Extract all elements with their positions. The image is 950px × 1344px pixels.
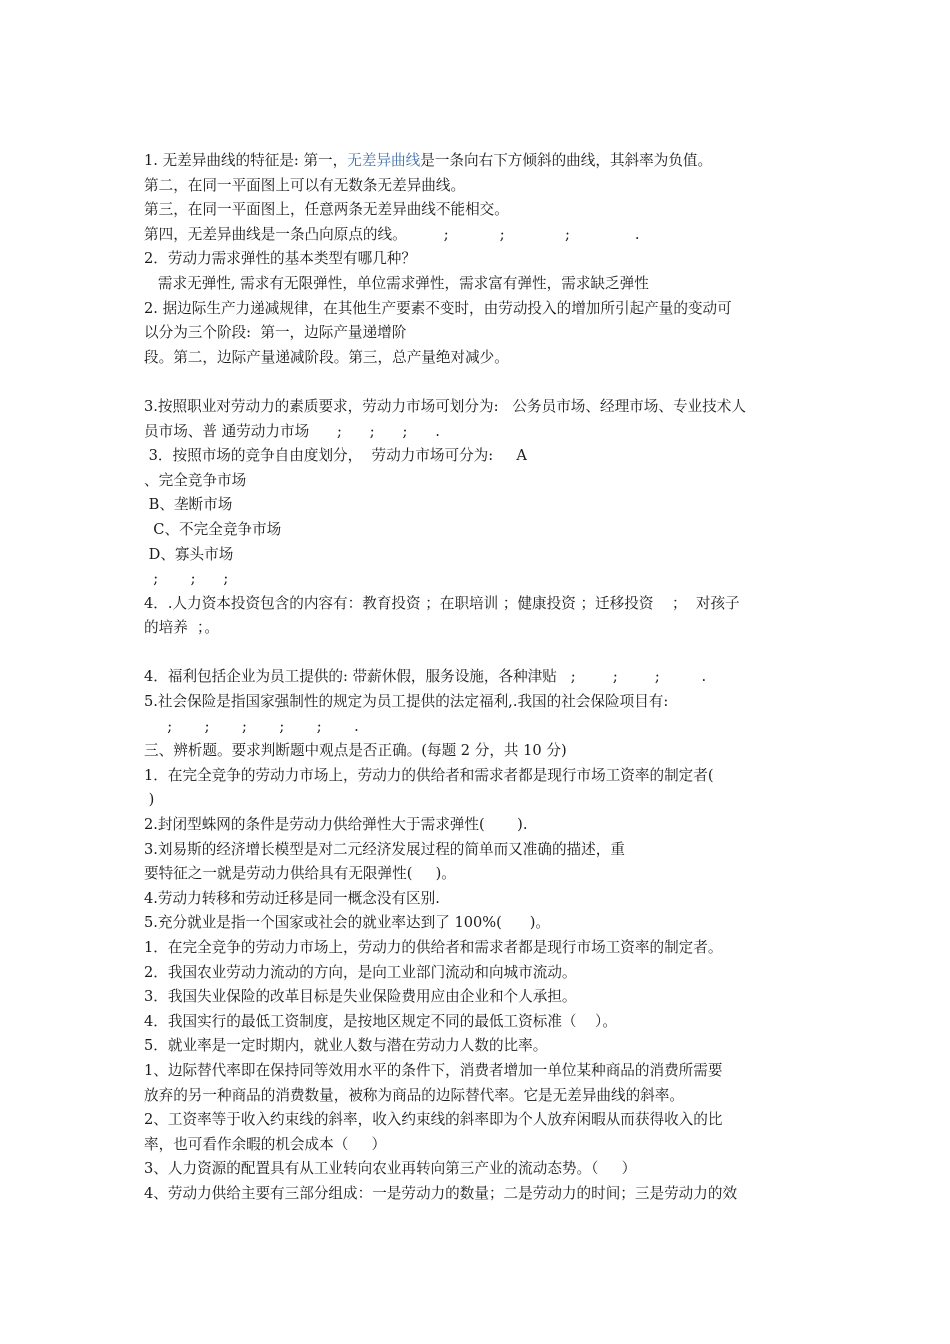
text-line bbox=[144, 223, 812, 248]
line-text: 第二，在同一平面图上可以有无数条无差异曲线。 bbox=[144, 176, 466, 194]
text-line bbox=[144, 149, 812, 174]
text-line bbox=[144, 813, 812, 838]
blank-line bbox=[144, 370, 812, 395]
text-line bbox=[144, 838, 812, 863]
text-line bbox=[144, 567, 812, 592]
line-text: 三、辨析题。要求判断题中观点是否正确。(每题 2 分，共 10 分) bbox=[144, 742, 567, 760]
hyperlink-text[interactable]: 无差异曲线 bbox=[347, 152, 421, 169]
line-text: 段。第二，边际产量递减阶段。第三，总产量绝对减少。 bbox=[144, 348, 509, 366]
line-text: B、垄断市场 bbox=[144, 496, 233, 514]
text-line bbox=[144, 961, 812, 986]
line-text: 5.充分就业是指一个国家或社会的就业率达到了 100%( )。 bbox=[144, 914, 550, 932]
text-line bbox=[144, 1157, 812, 1182]
line-text: 4．我国实行的最低工资制度，是按地区规定不同的最低工资标准（ ）。 bbox=[144, 1012, 617, 1030]
line-text: 2. 据边际生产力递减规律，在其他生产要素不变时，由劳动投入的增加所引起产量的变动可 bbox=[144, 299, 732, 317]
line-text: 1．在完全竞争的劳动力市场上，劳动力的供给者和需求者都是现行市场工资率的制定者( bbox=[144, 766, 714, 784]
text-line bbox=[144, 1059, 812, 1084]
text-line bbox=[144, 592, 812, 617]
text-line bbox=[144, 297, 812, 322]
text-line bbox=[144, 936, 812, 961]
text-line bbox=[144, 174, 812, 199]
text-line bbox=[144, 321, 812, 346]
line-text: 2．劳动力需求弹性的基本类型有哪几种？ bbox=[144, 250, 416, 268]
text-line bbox=[144, 1010, 812, 1035]
line-text: ; ; ; bbox=[144, 570, 229, 588]
text-line bbox=[144, 911, 812, 936]
line-text: 4、劳动力供给主要有三部分组成：一是劳动力的数量；二是劳动力的时间；三是劳动力的效 bbox=[144, 1184, 738, 1202]
line-text: 要特征之一就是劳动力供给具有无限弹性( )。 bbox=[144, 865, 456, 883]
line-text: 3．按照市场的竞争自由度划分， 劳动力市场可分为: A bbox=[144, 447, 527, 465]
text-line bbox=[144, 665, 812, 690]
text-line bbox=[144, 493, 812, 518]
text-line bbox=[144, 1034, 812, 1059]
text-line bbox=[144, 1182, 812, 1207]
text-line bbox=[144, 616, 812, 641]
line-text-after-link: 是一条向右下方倾斜的曲线，其斜率为负值。 bbox=[420, 152, 713, 169]
text-line bbox=[144, 198, 812, 223]
text-line bbox=[144, 272, 812, 297]
text-line bbox=[144, 862, 812, 887]
text-line bbox=[144, 690, 812, 715]
line-text: 的培养 ；。 bbox=[144, 619, 219, 637]
line-text: 第三，在同一平面图上，任意两条无差异曲线不能相交。 bbox=[144, 201, 509, 219]
line-text: 2.封闭型蛛网的条件是劳动力供给弹性大于需求弹性( ). bbox=[144, 816, 528, 834]
line-text: 放弃的另一种商品的消费数量，被称为商品的边际替代率。它是无差异曲线的斜率。 bbox=[144, 1086, 684, 1104]
line-text: 1．在完全竞争的劳动力市场上，劳动力的供给者和需求者都是现行市场工资率的制定者。 bbox=[144, 939, 723, 956]
text-line bbox=[144, 543, 812, 568]
text-line bbox=[144, 739, 812, 764]
line-text: 以分为三个阶段: 第一，边际产量递增阶 bbox=[144, 324, 407, 342]
line-text: 、完全竞争市场 bbox=[144, 471, 247, 489]
line-text: ; ; ; ; ; . bbox=[144, 717, 359, 735]
line-text: 率，也可看作余暇的机会成本（ ） bbox=[144, 1135, 387, 1153]
line-text: 2、工资率等于收入约束线的斜率，收入约束线的斜率即为个人放弃闲暇从而获得收入的比 bbox=[144, 1111, 723, 1129]
text-line bbox=[144, 1133, 812, 1158]
line-text: 3.刘易斯的经济增长模型是对二元经济发展过程的简单而又准确的描述，重 bbox=[144, 840, 625, 858]
text-line bbox=[144, 346, 812, 371]
line-text: 1. 无差异曲线的特征是: 第一， bbox=[144, 152, 348, 169]
line-text: 第四，无差异曲线是一条凸向原点的线。 ; ; ; . bbox=[144, 225, 640, 243]
line-text: D、寡头市场 bbox=[144, 545, 234, 563]
text-line bbox=[144, 247, 812, 272]
line-text: C、不完全竞争市场 bbox=[144, 520, 282, 538]
text-line bbox=[144, 1084, 812, 1109]
text-line bbox=[144, 395, 812, 420]
text-line bbox=[144, 1108, 812, 1133]
line-text: 4．.人力资本投资包含的内容有：教育投资 ；在职培训 ；健康投资 ；迁移投资 ； 对孩子 bbox=[144, 594, 740, 612]
blank-line bbox=[144, 641, 812, 666]
line-text: 员市场、普 通劳动力市场 ; ; ; . bbox=[144, 422, 440, 440]
line-text: 5.社会保险是指国家强制性的规定为员工提供的法定福利,.我国的社会保险项目有: bbox=[144, 693, 669, 711]
text-line bbox=[144, 420, 812, 445]
line-text: 3、人力资源的配置具有从工业转向农业再转向第三产业的流动态势。（ ） bbox=[144, 1160, 637, 1178]
line-text: 1、边际替代率即在保持同等效用水平的条件下，消费者增加一单位某种商品的消费所需要 bbox=[144, 1061, 723, 1079]
line-text: 4．福利包括企业为员工提供的: 带薪休假，服务设施，各种津贴 ; ; ; . bbox=[144, 668, 707, 686]
text-line bbox=[144, 518, 812, 543]
line-text: 3.按照职业对劳动力的素质要求，劳动力市场可划分为: 公务员市场、经理市场、专业技术人 bbox=[144, 397, 746, 415]
line-text: 3．我国失业保险的改革目标是失业保险费用应由企业和个人承担。 bbox=[144, 988, 577, 1006]
text-line bbox=[144, 788, 812, 813]
line-text: 4.劳动力转移和劳动迁移是同一概念没有区别. bbox=[144, 889, 440, 907]
document-body bbox=[144, 149, 812, 1207]
line-text: 5．就业率是一定时期内，就业人数与潜在劳动力人数的比率。 bbox=[144, 1037, 548, 1055]
text-line bbox=[144, 764, 812, 789]
text-line bbox=[144, 887, 812, 912]
line-text: 2．我国农业劳动力流动的方向，是向工业部门流动和向城市流动。 bbox=[144, 963, 577, 981]
text-line bbox=[144, 985, 812, 1010]
text-line bbox=[144, 715, 812, 740]
text-line bbox=[144, 444, 812, 469]
line-text: ) bbox=[144, 791, 155, 809]
line-text: 需求无弹性, 需求有无限弹性，单位需求弹性，需求富有弹性，需求缺乏弹性 bbox=[144, 274, 649, 292]
text-line bbox=[144, 469, 812, 494]
